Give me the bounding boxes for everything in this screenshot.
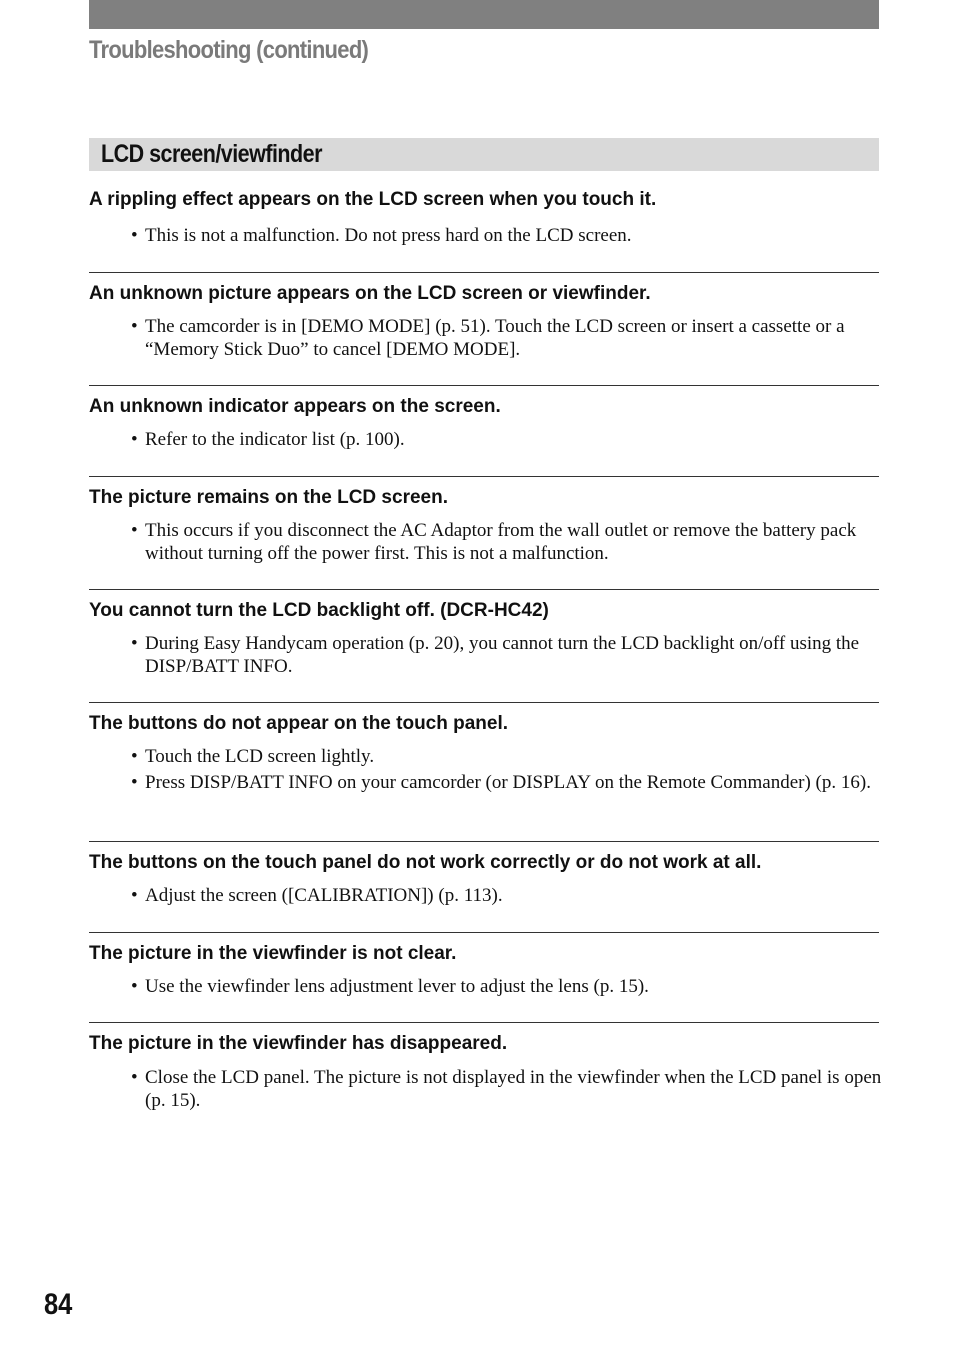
section-bar [89,138,879,171]
bullet-icon: • [131,316,138,337]
troubleshooting-entry [89,841,879,906]
entry-heading: The picture remains on the LCD screen. [89,487,448,508]
page-number: 84 [44,1288,73,1321]
bullet-icon: • [131,772,138,793]
section-title: LCD screen/viewfinder [101,140,322,168]
entry-heading: An unknown picture appears on the LCD screen or viewfinder. [89,283,651,304]
bullet-text: The camcorder is in [DEMO MODE] (p. 51). Touch the LCD screen or insert a cassette or a “Memory Stick Duo” to cancel [DEMO MODE]. [145,316,845,360]
troubleshooting-entry [89,589,879,677]
bullet-text: Adjust the screen ([CALIBRATION]) (p. 113). [145,885,503,906]
entry-heading: An unknown indicator appears on the screen. [89,396,501,417]
entry-bullet [131,1066,885,1112]
entry-heading: The buttons on the touch panel do not work correctly or do not work at all. [89,852,762,873]
troubleshooting-entry [89,476,879,564]
entry-bullet [131,745,885,768]
bullet-text: Close the LCD panel. The picture is not displayed in the viewfinder when the LCD panel is open (p. 15). [145,1067,882,1111]
bullet-icon: • [131,225,138,246]
running-head: Troubleshooting (continued) [89,36,369,64]
bullet-text: This is not a malfunction. Do not press hard on the LCD screen. [145,225,632,246]
entry-bullet [131,224,885,247]
bullet-icon: • [131,429,138,450]
entry-heading: The picture in the viewfinder is not clear. [89,943,457,964]
bullet-icon: • [131,1067,138,1088]
entry-heading: A rippling effect appears on the LCD screen when you touch it. [89,189,657,210]
entry-bullet [131,771,885,794]
troubleshooting-entry [89,932,879,997]
troubleshooting-entry [89,385,879,450]
bullet-text: Touch the LCD screen lightly. [145,746,375,767]
entry-bullet [131,975,885,998]
bullet-icon: • [131,885,138,906]
bullet-icon: • [131,976,138,997]
bullet-icon: • [131,520,138,541]
bullet-icon: • [131,746,138,767]
bullet-text: Refer to the indicator list (p. 100). [145,429,405,450]
bullet-text: Press DISP/BATT INFO on your camcorder (or DISPLAY on the Remote Commander) (p. 16). [145,772,871,793]
troubleshooting-entry [89,272,879,360]
troubleshooting-entry [89,702,879,793]
entry-bullet [131,884,885,907]
entry-heading: You cannot turn the LCD backlight off. (DCR-HC42) [89,600,549,621]
bullet-text: This occurs if you disconnect the AC Adaptor from the wall outlet or remove the battery pack without turning off the power first. This is not a malfunction. [145,520,857,564]
entry-bullet [131,632,885,678]
entry-bullet [131,428,885,451]
entry-bullet [131,519,885,565]
troubleshooting-entry [89,1022,882,1111]
entry-heading: The picture in the viewfinder has disappeared. [89,1033,508,1054]
bullet-text: Use the viewfinder lens adjustment lever to adjust the lens (p. 15). [145,976,649,997]
header-bar [89,0,879,29]
entry-heading: The buttons do not appear on the touch panel. [89,713,509,734]
bullet-icon: • [131,633,138,654]
entry-bullet [131,315,885,361]
bullet-text: During Easy Handycam operation (p. 20), you cannot turn the LCD backlight on/off using the DISP/BATT INFO. [145,633,860,677]
